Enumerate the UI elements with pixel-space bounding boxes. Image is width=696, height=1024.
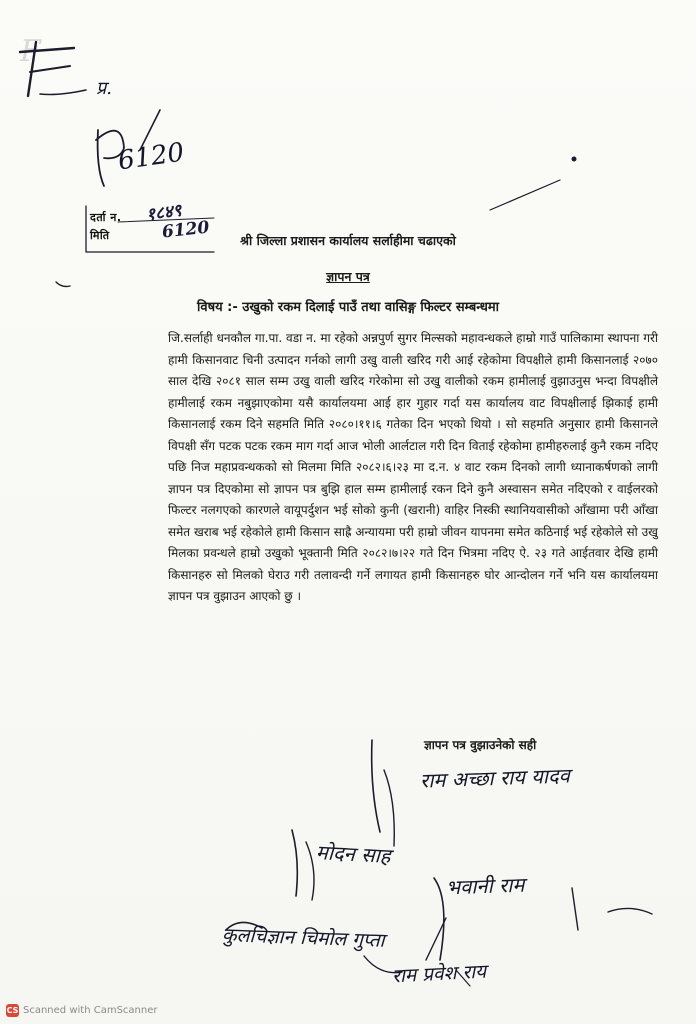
- scanner-label: Scanned with CamScanner: [23, 1005, 158, 1016]
- scanner-footer: [6, 1004, 158, 1017]
- miti-label: मिति: [90, 229, 110, 242]
- addressee: श्री जिल्ला प्रशासन कार्यालय सर्लाहीमा चढाएको: [240, 233, 456, 248]
- initial-mark: प्र.: [96, 78, 112, 99]
- darta-label: दर्ता न.: [90, 211, 122, 224]
- body-paragraph: जि.सर्लाही धनकौल गा.पा. वडा न. मा रहेको अन्नपुर्ण सुगर मिल्सको महावन्धकले हाम्रो गाउँ पालिकामा स्थापना गरी हामी किसानवाट चिनी उत्पादन गर्नको लागी उखु वाली खरिद गरी आई रहेकोमा विपक्षीले हामी किसानलाई २०७० साल देखि २०८१ साल सम्म उखु वाली खरिद गरेकोमा सो उखु वालीको रकम हामीलाई वुझाउनुस भन्दा विपक्षीले हामीलाई रकम नबुझाएकोमा यसै कार्यालयमा आई हार गुहार गर्दा यस कार्यालय वाट विपक्षीलाई झिकाई हामी किसानलाई रकम दिने सहमति मिति २०८०।११।६ गतेका दिन भएको थियो । सो सहमति अनुसार हामी किसानले विपक्षी सँग पटक पटक रकम माग गर्दा आज भोली आर्लटाल गरी दिन विताई रहेकोमा हामीहरुलाई कुनै रकम नदिए पछि निज महाप्रवन्धकको सो मिलमा मिति २०८२।६।२३ मा द.न. ४ वाट रकम दिनको लागी ध्यानाकर्षणको लागी ज्ञापन पत्र दिएकोमा सो ज्ञापन पत्र बुझि हाल सम्म हामीलाई रकन दिने कुनै अस्वासन समेत नदिएको र वाईलरको फिल्टर नलगएको कारणले वायूपर्दुशन भई सोको कुनी (खरानी) वाहिर निस्की स्थानियवासीको आँखामा परी आँखा समेत खराब भई रहेकोले हामी किसान साह्रै अन्यायमा परी हाम्रो जीवन यापनमा समेत कठिनाई भई रहेकोले सो उखु मिलका प्रवन्धले हाम्रो उखुको भूक्तानी मिति २०८२।७।२२ गते दिन भित्रमा नदिए ऐ. २३ गते आईतवार देखि हामी किसानहरु सो मिलको घेराउ गरी तलावन्दी गर्ने लगायत हामी किसानहरु घोर आन्दोलन गर्ने भनि यस कार्यालयमा ज्ञापन पत्र वुझाउन आएको छु ।: [168, 331, 658, 603]
- letter-body: [168, 328, 658, 608]
- top-scrawl: F: [20, 34, 41, 69]
- signature-2: मोदन साह: [315, 840, 392, 868]
- signature-5: राम प्रवेश राय: [391, 960, 487, 988]
- darta-value: १८४९: [144, 200, 183, 226]
- document-title: ज्ञापन पत्र: [326, 269, 370, 284]
- signature-4: कुलचिज्ञान चिमोल गुप्ता: [221, 924, 385, 952]
- miti-value: 6120: [161, 217, 211, 243]
- subject-line: विषय :- उखुको रकम दिलाई पाउँ तथा वासिङ्ग फिल्टर सम्बन्धमा: [196, 300, 500, 315]
- signature-3: भवानी राम: [445, 872, 525, 900]
- number-note: 6120: [116, 137, 186, 177]
- camscanner-logo-icon: CS: [6, 1006, 19, 1015]
- signature-heading: ज्ञापन पत्र वुझाउनेको सही: [424, 738, 537, 752]
- signature-1: राम अच्छा राय यादव: [419, 763, 571, 793]
